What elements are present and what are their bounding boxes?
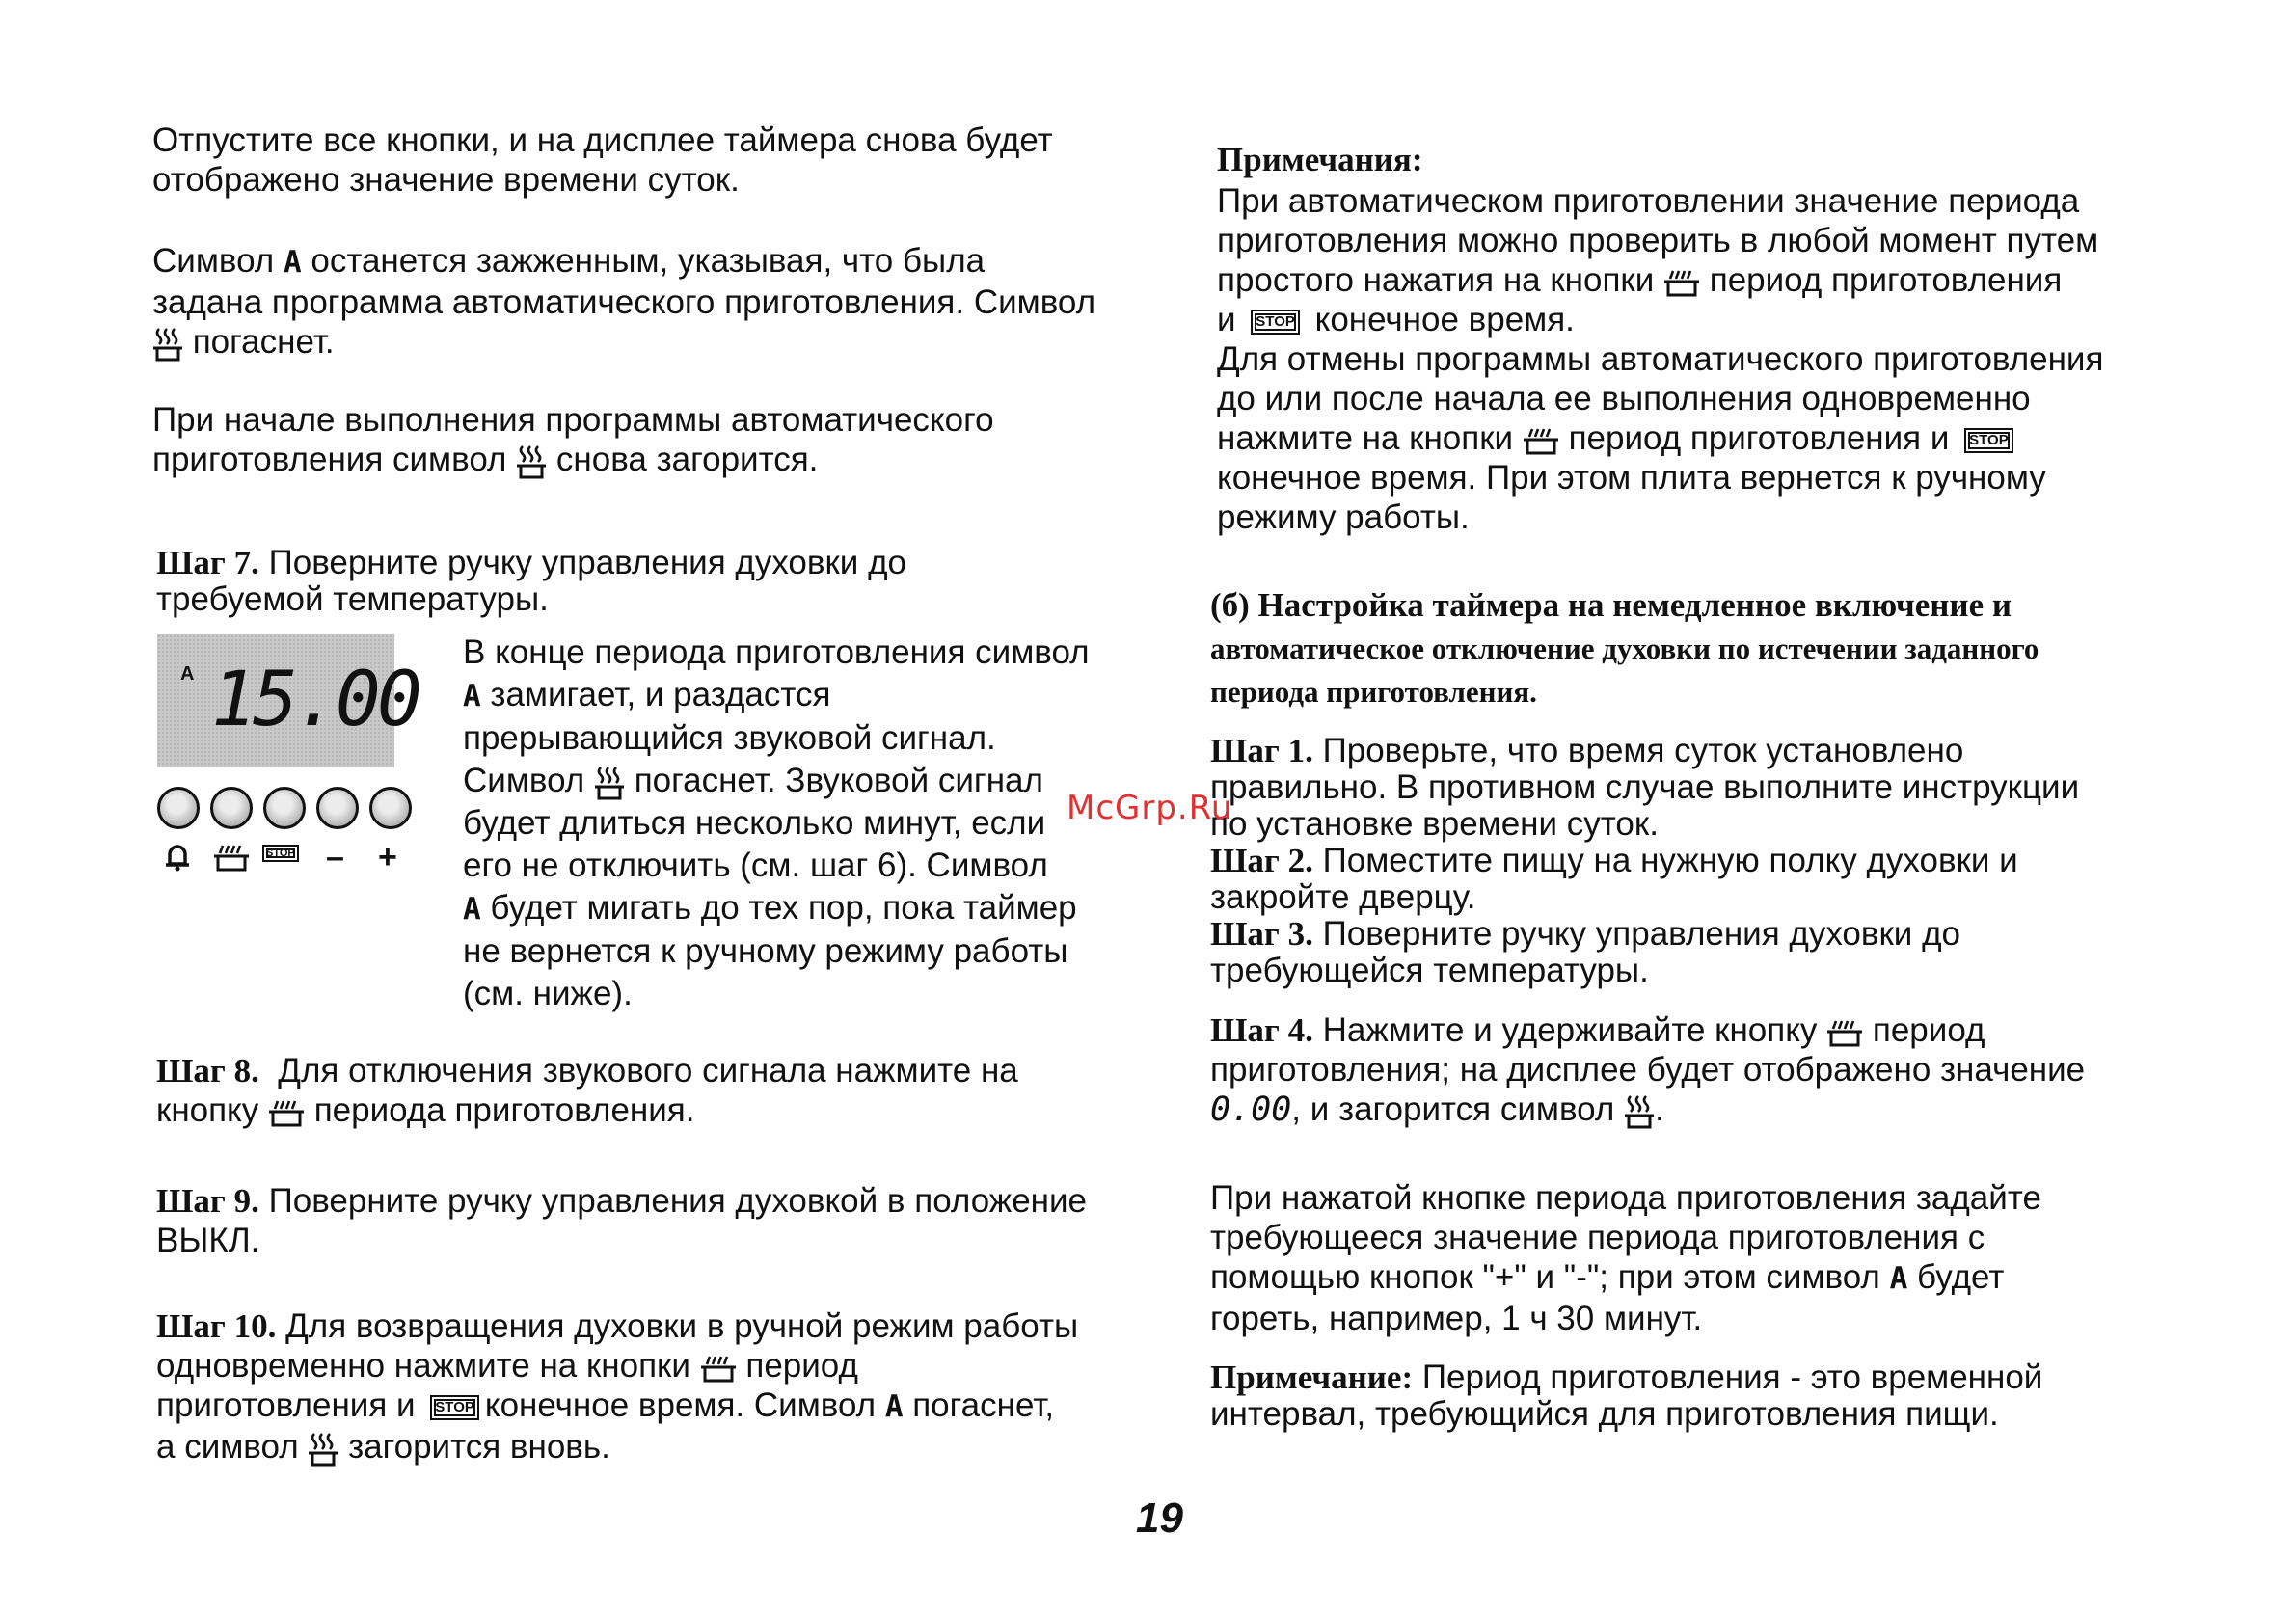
steam-pot-icon: [516, 444, 547, 479]
text-line: период приготовления: [1709, 261, 2063, 299]
text-line: Поверните ручку управления духовкой в положение: [268, 1182, 1088, 1220]
stop-icon: STOP: [1251, 310, 1300, 335]
text-line: Для отмены программы автоматического приготовления: [1217, 340, 2104, 378]
stop-icon: STOP: [262, 845, 299, 862]
plus-sign: +: [378, 839, 397, 875]
stop-icon: STOP: [430, 1395, 479, 1420]
text-line: Нажмите и удерживайте кнопку: [1322, 1011, 1818, 1049]
text-line: Символ: [152, 242, 275, 280]
text-line: будет длиться несколько минут, если: [463, 804, 1046, 842]
text-line: требующееся значение периода приготовления с: [1210, 1219, 1985, 1256]
timer-button-minus[interactable]: [316, 787, 359, 829]
paragraph: [152, 400, 994, 479]
cook-pot-icon: [700, 1354, 737, 1383]
notes-title: [1217, 140, 1423, 179]
text-line: приготовления; на дисплее будет отображено значение: [1210, 1051, 2086, 1089]
cook-pot-icon: [1826, 1018, 1863, 1047]
text-line: замигает, и раздастся: [490, 676, 831, 713]
heading: автоматическое отключение духовки по истечении заданного: [1210, 632, 2039, 665]
text-line: режиму работы.: [1217, 498, 1470, 536]
text-line: приготовления символ: [152, 441, 507, 478]
steam-pot-icon: [152, 327, 183, 362]
cook-pot-icon: [212, 843, 251, 872]
step-label: Шаг 1.: [1210, 732, 1313, 769]
cook-pot-icon: [268, 1098, 305, 1127]
paragraph: [1210, 1178, 2041, 1338]
text-line: конечное время. При этом плита вернется к ручному: [1217, 459, 2046, 497]
step-label: Шаг 4.: [1210, 1011, 1313, 1049]
step-label: Шаг 8.: [156, 1052, 259, 1090]
steam-pot-icon: [1624, 1094, 1655, 1129]
bell-icon: [164, 843, 191, 872]
text-line: гореть, например, 1 ч 30 минут.: [1210, 1300, 1703, 1337]
text-line: Поверните ручку управления духовки до: [1322, 915, 1960, 953]
text-line: до или после начала ее выполнения одновременно: [1217, 380, 2031, 417]
stop-icon: STOP: [1964, 428, 2013, 453]
text-line: (см. ниже).: [463, 975, 633, 1012]
text-line: требуемой температуры.: [156, 580, 549, 618]
note: [1210, 1359, 2042, 1433]
watermark: McGrp.Ru: [1067, 789, 1233, 827]
cook-pot-icon: [1663, 268, 1700, 297]
text-line: Период приготовления - это временной: [1421, 1359, 2043, 1396]
text-line: простого нажатия на кнопки: [1217, 261, 1655, 299]
timer-button-cook-time[interactable]: [210, 787, 253, 829]
step-4: [1210, 1010, 2085, 1130]
timer-button-bell[interactable]: [157, 787, 200, 829]
steam-pot-icon: [308, 1432, 338, 1467]
display-indicator: A: [180, 663, 195, 685]
display-value: 0.00: [1210, 1090, 1292, 1129]
step-label: Шаг 10.: [156, 1307, 277, 1345]
text-line: периода приготовления.: [313, 1091, 695, 1129]
text-line: ВЫКЛ.: [156, 1222, 260, 1259]
timer-button-plus[interactable]: [369, 787, 412, 829]
step-7-body: [463, 632, 1090, 1015]
text-line: период: [1872, 1011, 1985, 1049]
step-8: [156, 1051, 1018, 1130]
step-label: Шаг 2.: [1210, 842, 1313, 879]
text-line: по установке времени суток.: [1210, 805, 1659, 843]
step-label: Шаг 7.: [156, 544, 259, 581]
text-line: конечное время.: [1314, 301, 1575, 338]
heading: периода приготовления.: [1210, 675, 1537, 709]
text-line: требующейся температуры.: [1210, 952, 1649, 989]
text-line: будет: [1917, 1258, 2005, 1296]
display-time: 15.00: [211, 657, 419, 743]
text-line: погаснет,: [912, 1386, 1055, 1424]
symbol-a: A: [884, 1389, 904, 1424]
text-line: Проверьте, что время суток установлено: [1322, 732, 1964, 769]
symbol-a: A: [463, 892, 481, 927]
paragraph: [152, 121, 1053, 200]
text-line: кнопку: [156, 1091, 259, 1129]
text-line: погаснет.: [192, 323, 335, 361]
text-line: снова загорится.: [555, 441, 819, 478]
symbol-a: A: [283, 245, 302, 280]
text-line: Поверните ручку управления духовки до: [268, 544, 906, 581]
symbol-a: A: [463, 679, 481, 713]
text-line: , и загорится символ: [1291, 1090, 1615, 1128]
text-line: его не отключить (см. шаг 6). Символ: [463, 847, 1048, 884]
text-line: не вернется к ручному режиму работы: [463, 932, 1068, 970]
heading: (б) Настройка таймера на немедленное включение и: [1210, 586, 2012, 624]
minus-sign: –: [326, 839, 344, 875]
paragraph: [152, 241, 1095, 362]
step-label: Шаг 3.: [1210, 915, 1313, 953]
text-line: Для отключения звукового сигнала нажмите на: [278, 1052, 1018, 1090]
heading: Примечания:: [1217, 141, 1423, 178]
text-line: При нажатой кнопке периода приготовления задайте: [1210, 1179, 2041, 1217]
text-line: правильно. В противном случае выполните инструкции: [1210, 768, 2080, 806]
text-line: будет мигать до тех пор, пока таймер: [490, 889, 1077, 927]
note-label: Примечание:: [1210, 1359, 1414, 1396]
text-line: Отпустите все кнопки, и на дисплее таймера снова будет: [152, 121, 1053, 159]
cook-pot-icon: [1523, 426, 1559, 455]
symbol-a: A: [1889, 1261, 1908, 1296]
text-line: приготовления можно проверить в любой момент путем: [1217, 222, 2099, 259]
text-line: Поместите пищу на нужную полку духовки и: [1322, 842, 2018, 879]
text-line: закройте дверцу.: [1210, 878, 1476, 916]
page-number: 19: [1136, 1494, 1183, 1542]
text-line: При начале выполнения программы автоматического: [152, 401, 994, 439]
text-line: отображено значение времени суток.: [152, 161, 740, 199]
text-line: и: [1217, 301, 1236, 338]
text-line: прерывающийся звуковой сигнал.: [463, 719, 996, 757]
text-line: задана программа автоматического приготовления. Символ: [152, 283, 1096, 321]
step-label: Шаг 9.: [156, 1182, 259, 1220]
text-line: В конце периода приготовления символ: [463, 633, 1090, 671]
text-line: останется зажженным, указывая, что была: [311, 242, 986, 280]
text-line: Символ: [463, 762, 585, 799]
text-line: одновременно нажмите на кнопки: [156, 1347, 690, 1385]
text-line: период: [745, 1347, 858, 1385]
text-line: загорится вновь.: [348, 1428, 610, 1466]
step-1: [1210, 733, 2079, 989]
text-line: конечное время. Символ: [484, 1386, 877, 1424]
step-10: [156, 1306, 1078, 1467]
timer-display: [157, 634, 419, 767]
timer-button-stop[interactable]: [263, 787, 306, 829]
text-line: нажмите на кнопки: [1217, 419, 1514, 457]
text-line: интервал, требующийся для приготовления пищи.: [1210, 1395, 1999, 1433]
text-line: .: [1655, 1090, 1664, 1128]
steam-pot-icon: [594, 766, 625, 800]
section-b-title: [1210, 584, 2039, 713]
text-line: При автоматическом приготовлении значение периода: [1217, 182, 2080, 220]
text-line: приготовления и: [156, 1386, 416, 1424]
text-line: а символ: [156, 1428, 299, 1466]
text-line: погаснет. Звуковой сигнал: [634, 762, 1043, 799]
step-7: [156, 545, 906, 618]
step-9: [156, 1181, 1087, 1260]
text-line: период приготовления и: [1568, 419, 1950, 457]
notes-body: [1217, 181, 2103, 537]
text-line: Для возвращения духовки в ручной режим работы: [285, 1307, 1079, 1345]
text-line: помощью кнопок "+" и "-"; при этом символ: [1210, 1258, 1880, 1296]
